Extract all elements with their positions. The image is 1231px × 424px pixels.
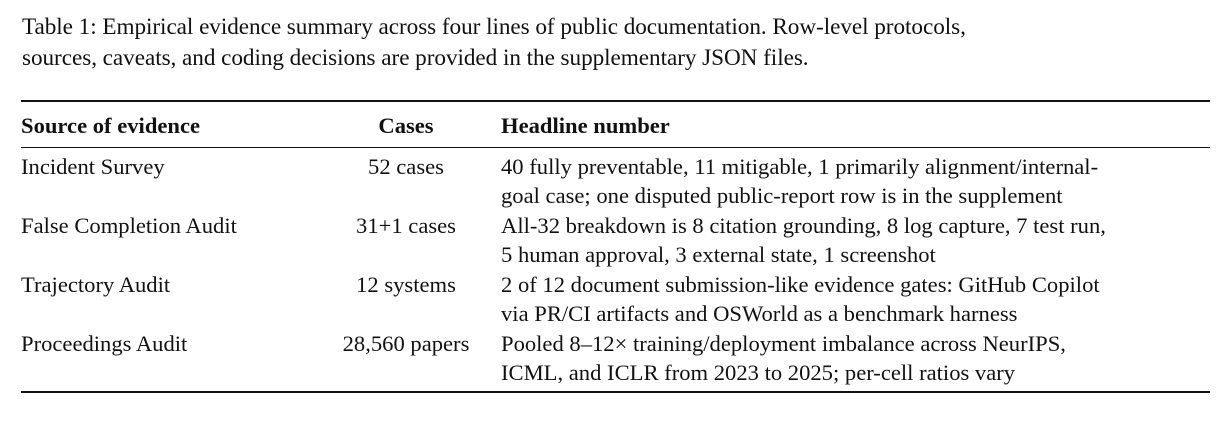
table-caption	[22, 12, 1217, 74]
cell-headline	[501, 270, 1210, 329]
cell-cases: 52 cases	[368, 153, 444, 179]
evidence-table	[21, 100, 1210, 393]
column-header-source: Source of evidence	[21, 113, 201, 138]
cell-source: Proceedings Audit	[21, 330, 188, 356]
cell-headline	[501, 211, 1210, 270]
cell-source: Incident Survey	[21, 153, 165, 179]
headline-line: Pooled 8–12× training/deployment imbalance across NeurIPS,	[501, 330, 1066, 356]
table-bottom-rule	[21, 391, 1210, 393]
headline-line: via PR/CI artifacts and OSWorld as a benchmark harness	[501, 301, 1018, 327]
column-header-headline: Headline number	[501, 113, 670, 138]
cell-cases: 28,560 papers	[342, 330, 470, 356]
table-row	[21, 211, 1210, 270]
headline-line: All-32 breakdown is 8 citation grounding, 8 log capture, 7 test run,	[501, 212, 1106, 238]
headline-line: 2 of 12 document submission-like evidence gates: GitHub Copilot	[501, 271, 1100, 297]
cell-headline	[501, 148, 1210, 211]
headline-line: ICML, and ICLR from 2023 to 2025; per-cell ratios vary	[501, 360, 1016, 386]
column-header-cases: Cases	[378, 113, 434, 138]
table-rows	[21, 148, 1210, 391]
cell-headline	[501, 329, 1210, 391]
table-row	[21, 148, 1210, 211]
cell-cases: 31+1 cases	[356, 212, 456, 238]
table-row	[21, 270, 1210, 329]
caption-line: sources, caveats, and coding decisions are provided in the supplementary JSON files.	[22, 45, 809, 71]
headline-line: 40 fully preventable, 11 mitigable, 1 primarily alignment/internal-	[501, 153, 1099, 179]
headline-line: 5 human approval, 3 external state, 1 screenshot	[501, 242, 936, 268]
cell-cases: 12 systems	[356, 271, 456, 297]
cell-source: False Completion Audit	[21, 212, 237, 238]
table-body	[21, 102, 1210, 147]
cell-source: Trajectory Audit	[21, 271, 171, 297]
caption-line: Table 1: Empirical evidence summary across four lines of public documentation. Row-level protocols,	[22, 14, 966, 40]
headline-line: goal case; one disputed public-report row is in the supplement	[501, 183, 1063, 209]
table-row	[21, 329, 1210, 391]
table-header-row	[21, 102, 1210, 147]
